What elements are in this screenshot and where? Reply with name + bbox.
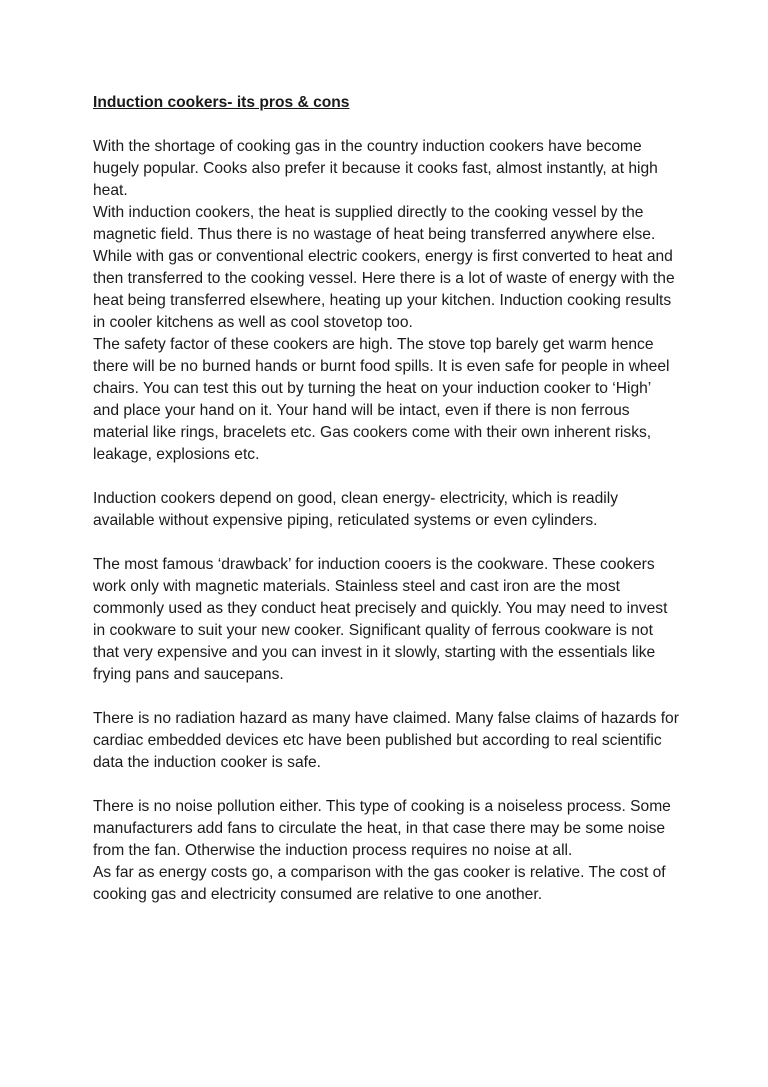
paragraph-6: There is no radiation hazard as many have claimed. Many false claims of hazards for cardiac embedded devices etc have been published but according to real scientific data the induction cooker is safe.: [93, 710, 679, 771]
paragraph-8: As far as energy costs go, a comparison with the gas cooker is relative. The cost of cooking gas and electricity consumed are relative to one another.: [93, 864, 666, 903]
paragraph-2: With induction cookers, the heat is supplied directly to the cooking vessel by the magnetic field. Thus there is no wastage of heat being transferred anywhere else. While with gas or conventional electric cookers, energy is first converted to heat and then transferred to the cooking vessel. Here there is a lot of waste of energy with the heat being transferred elsewhere, heating up your kitchen. Induction cooking results in cooler kitchens as well as cool stovetop too.: [93, 204, 675, 331]
paragraph-5: The most famous ‘drawback’ for induction cooers is the cookware. These cookers work only with magnetic materials. Stainless steel and cast iron are the most commonly used as they conduct heat precisely and quickly. You may need to invest in cookware to suit your new cooker. Significant quality of ferrous cookware is not that very expensive and you can invest in it slowly, starting with the essentials like frying pans and saucepans.: [93, 556, 668, 683]
document-title: Induction cookers- its pros & cons: [93, 94, 350, 111]
paragraph-1: With the shortage of cooking gas in the country induction cookers have become hugely popular. Cooks also prefer it because it cooks fast, almost instantly, at high heat.: [93, 138, 658, 199]
paragraph-7: There is no noise pollution either. This type of cooking is a noiseless process. Some manufacturers add fans to circulate the heat, in that case there may be some noise from the fan. Otherwise the induction process requires no noise at all.: [93, 798, 671, 859]
paragraph-3: The safety factor of these cookers are high. The stove top barely get warm hence there will be no burned hands or burnt food spills. It is even safe for people in wheel chairs. You can test this out by turning the heat on your induction cooker to ‘High’ and place your hand on it. Your hand will be intact, even if there is non ferrous material like rings, bracelets etc. Gas cookers come with their own inherent risks, leakage, explosions etc.: [93, 336, 670, 463]
paragraph-4: Induction cookers depend on good, clean energy- electricity, which is readily available without expensive piping, reticulated systems or even cylinders.: [93, 490, 618, 529]
document-body: [93, 92, 679, 906]
